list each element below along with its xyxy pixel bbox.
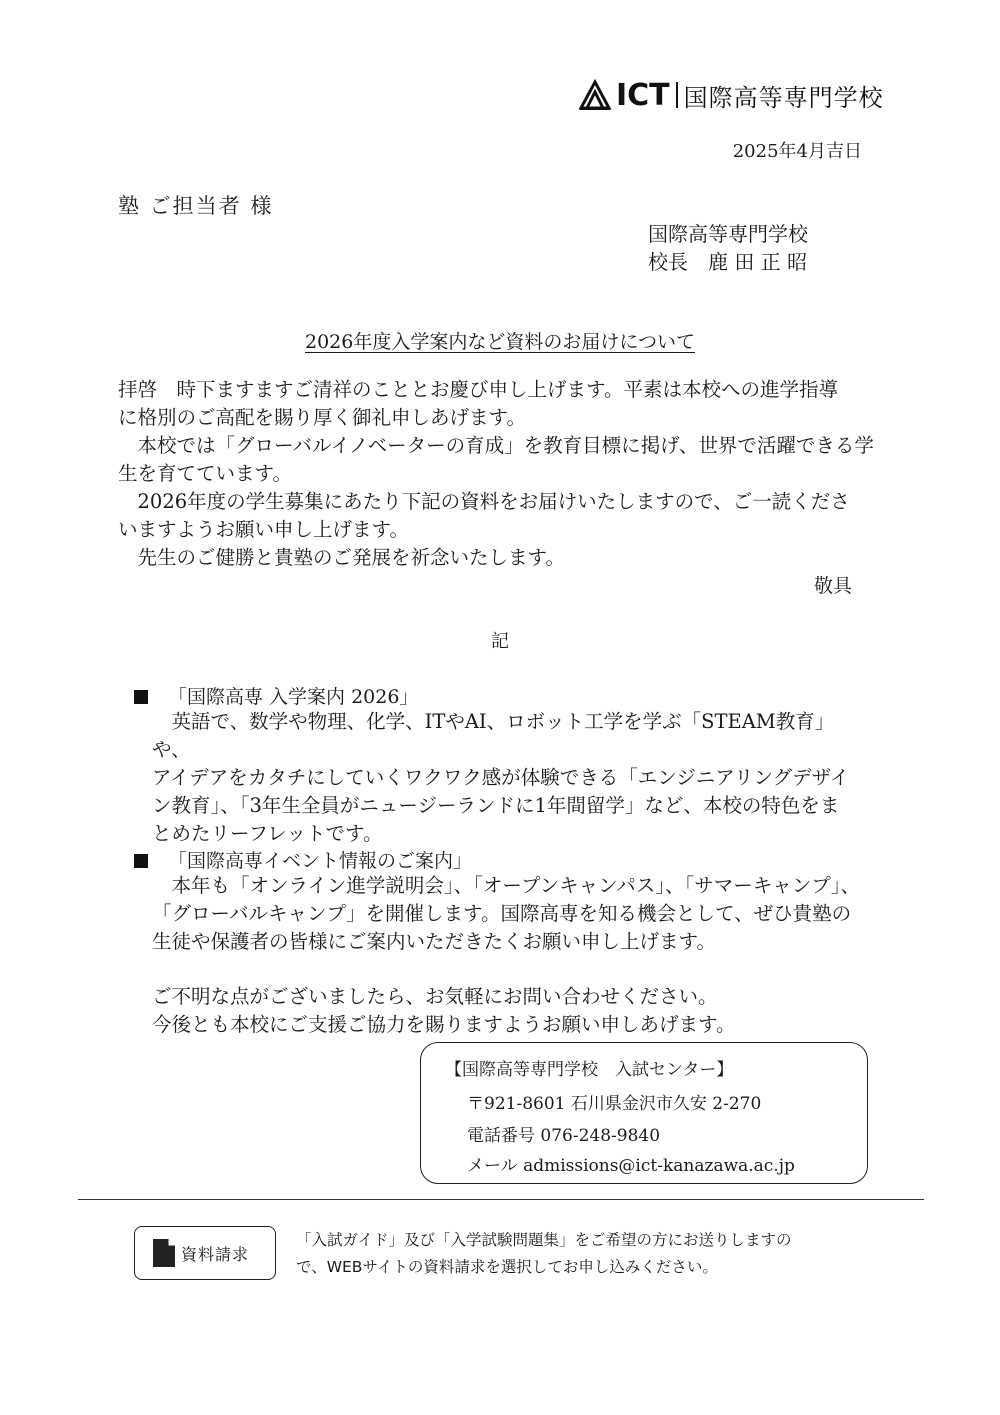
item-body-brochure: [152, 708, 872, 848]
closing-keigu: 敬具: [813, 575, 852, 597]
contact-title: 【国際高等専門学校 入試センター】: [445, 1060, 734, 1080]
school-logo: [578, 76, 884, 114]
item-line: 英語で、数学や物理、化学、ITやAI、ロボット工学を学ぶ「STEAM教育」や、: [152, 710, 835, 761]
letter-date: 2025年4月吉日: [732, 141, 862, 162]
body-line: 先生のご健勝と貴塾のご発展を祈念いたします。: [118, 546, 565, 569]
sender-principal: 校長 鹿 田 正 昭: [648, 250, 808, 274]
logo-divider: [676, 82, 678, 108]
subject-text: 2026年度入学案内など資料のお届けについて: [305, 331, 695, 353]
item-line: 本年も「オンライン進学説明会」、「オープンキャンパス」、「サマーキャンプ」、: [152, 874, 861, 897]
item-line: とめたリーフレットです。: [152, 822, 383, 845]
closing-remarks: [152, 983, 872, 1039]
ki-heading: 記: [491, 631, 509, 652]
contact-email: メール admissions@ict-kanazawa.ac.jp: [467, 1156, 795, 1176]
body-line: に格別のご高配を賜り厚く御礼申しあげます。: [118, 406, 526, 429]
logo-ict-text: ICT: [616, 77, 670, 113]
item-line: 「グローバルキャンプ」を開催します。国際高専を知る機会として、ぜひ貴塾の: [152, 902, 852, 925]
item-title-text: 「国際高専 入学案内 2026」: [168, 686, 419, 708]
sender-school: 国際高等専門学校: [648, 222, 808, 246]
bullet-square-icon: [134, 854, 148, 868]
divider-line: [78, 1199, 924, 1200]
body-line: 2026年度の学生募集にあたり下記の資料をお届けいたしますので、ご一読くださ: [118, 490, 850, 513]
item-line: アイデアをカタチにしていくワクワク感が体験できる「エンジニアリングデザイ: [152, 766, 850, 789]
item-title-events: [134, 846, 472, 873]
addressee: 塾 ご担当者 様: [118, 194, 274, 218]
contact-address: 〒921-8601 石川県金沢市久安 2-270: [467, 1094, 762, 1114]
body-line: 生を育てています。: [118, 462, 292, 485]
item-line: ン教育」、「3年生全員がニュージーランドに1年間留学」など、本校の特色をま: [152, 794, 840, 817]
item-line: 生徒や保護者の皆様にご案内いただきたくお願い申し上げます。: [152, 930, 716, 953]
bullet-square-icon: [134, 690, 148, 704]
item-title-text: 「国際高専イベント情報のご案内」: [168, 850, 473, 872]
item-title-brochure: [134, 682, 418, 709]
document-request-label: 資料請求: [181, 1244, 250, 1264]
school-emblem-icon: [578, 78, 612, 112]
body-line: いますようお願い申し上げます。: [118, 518, 409, 541]
contact-box: [420, 1042, 868, 1184]
logo-school-name: 国際高等専門学校: [683, 83, 884, 112]
tail-line: ご不明な点がございましたら、お気軽にお問い合わせください。: [152, 985, 718, 1008]
document-request-button[interactable]: [134, 1226, 276, 1280]
sender-block: [648, 220, 808, 276]
body-line: 本校では「グローバルイノベーターの育成」を教育目標に掲げ、世界で活躍できる学: [118, 434, 874, 457]
document-icon: [153, 1239, 175, 1267]
tail-line: 今後とも本校にご支援ご協力を賜りますようお願い申しあげます。: [152, 1013, 736, 1036]
request-line: 「入試ガイド」及び「入学試験問題集」をご希望の方にお送りしますの: [296, 1231, 792, 1249]
letter-subject: [0, 327, 1000, 354]
contact-phone: 電話番号 076-248-9840: [467, 1126, 661, 1146]
body-line: 拝啓 時下ますますご清祥のこととお慶び申し上げます。平素は本校への進学指導: [118, 378, 838, 401]
document-request-note: [296, 1227, 876, 1281]
request-line: で、WEBサイトの資料請求を選択してお申し込みください。: [296, 1258, 718, 1276]
letter-body: [118, 376, 878, 572]
item-body-events: [152, 872, 872, 956]
